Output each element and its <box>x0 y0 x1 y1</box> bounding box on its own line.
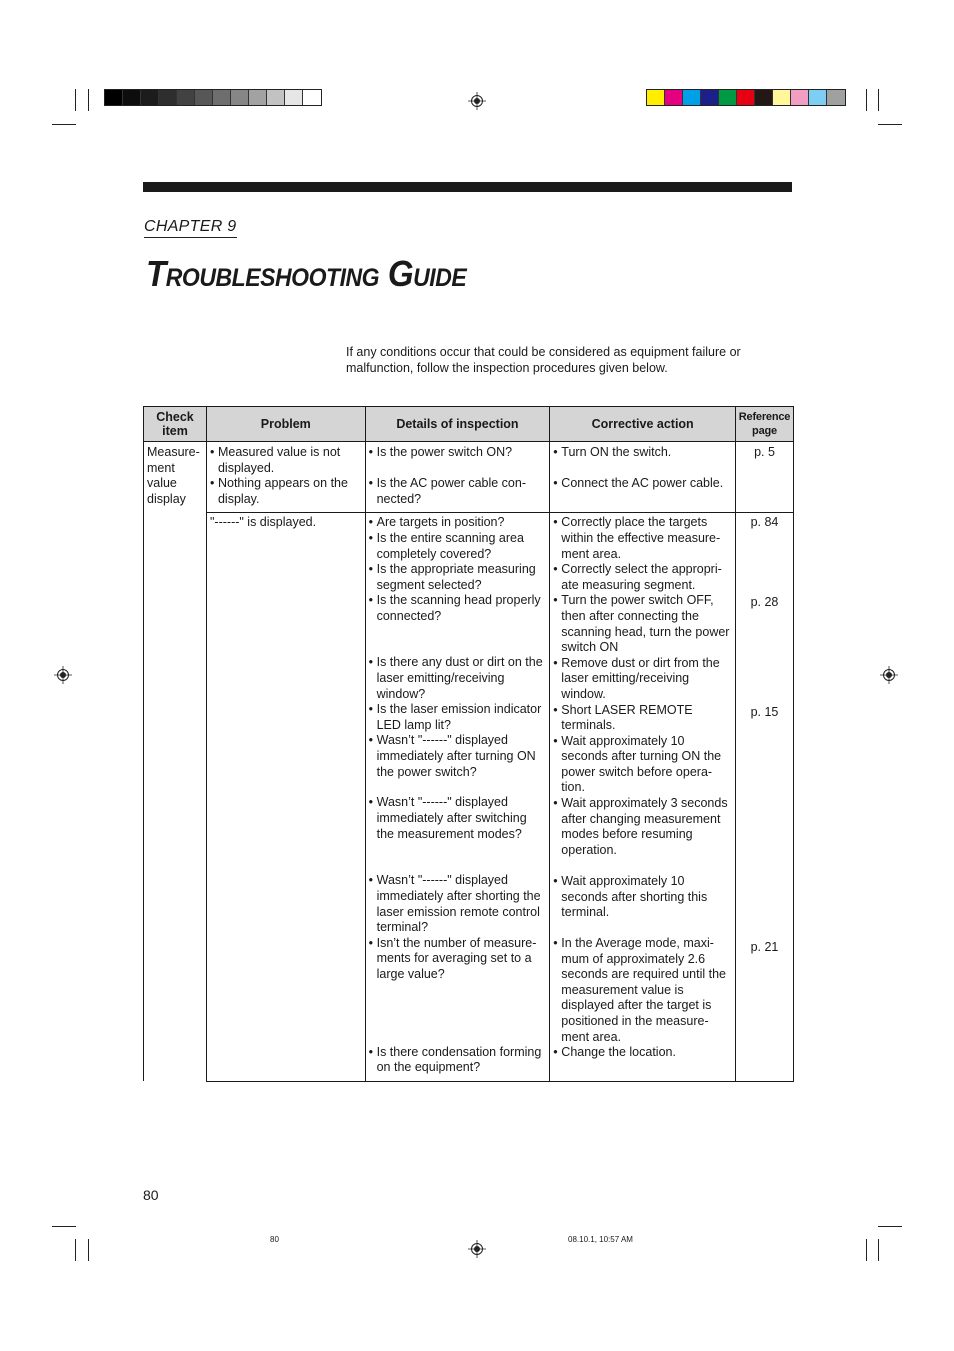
detail-item: • Is there any dust or dirt on the laser emitting/receiving window? <box>369 655 547 702</box>
table-row <box>144 442 794 513</box>
color-swatch <box>773 90 791 105</box>
action-item: • Turn ON the switch. <box>553 445 732 461</box>
table-row <box>144 513 794 1082</box>
detail-item: • Is the power switch ON? <box>369 445 547 461</box>
header-check-item: Check item <box>144 407 207 442</box>
gray-swatch <box>267 90 285 105</box>
problem-item: "------" is displayed. <box>209 515 317 530</box>
gray-color-bar <box>104 89 322 106</box>
problem-cell <box>206 513 365 1082</box>
gray-swatch <box>123 90 141 105</box>
action-item: • Remove dust or dirt from the laser emitting/receiving window. <box>553 656 732 703</box>
detail-item: • Wasn’t "------" displayed immediately after turning ON the power switch? <box>369 733 547 795</box>
detail-item: • Are targets in position? <box>369 515 547 531</box>
gray-swatch <box>177 90 195 105</box>
action-item: • Wait approximately 10 seconds after shorting this terminal. <box>553 874 732 936</box>
gray-swatch <box>303 90 321 105</box>
gray-swatch <box>195 90 213 105</box>
registration-mark-bottom-icon <box>468 1240 486 1258</box>
intro-paragraph: If any conditions occur that could be considered as equipment failure or malfunction, follow the inspection procedures given below. <box>346 345 741 375</box>
action-item: • Correctly select the appropri-ate measuring segment. <box>553 562 732 593</box>
color-swatch <box>791 90 809 105</box>
color-swatch <box>701 90 719 105</box>
reference-cell <box>735 442 793 513</box>
page-title: Troubleshooting Guide <box>146 253 467 294</box>
reference-cell <box>735 513 793 1082</box>
check-item-text: Measure- ment value display <box>147 445 200 506</box>
slug-timestamp: 08.10.1, 10:57 AM <box>568 1235 633 1244</box>
action-item: • Change the location. <box>553 1045 732 1061</box>
detail-item: • Is the laser emission indicator LED lamp lit? <box>369 702 547 733</box>
header-corrective-action: Corrective action <box>550 407 736 442</box>
color-swatch <box>737 90 755 105</box>
action-item: • Wait approximately 10 seconds after turning ON the power switch before opera-tion. <box>553 734 732 796</box>
color-swatch <box>755 90 773 105</box>
action-item: • Connect the AC power cable. <box>553 476 732 492</box>
action-item: • Wait approximately 3 seconds after changing measurement modes before resuming operation. <box>553 796 732 874</box>
page-number: 80 <box>143 1187 159 1203</box>
header-problem: Problem <box>206 407 365 442</box>
details-cell <box>365 442 550 513</box>
action-item: • Short LASER REMOTE terminals. <box>553 703 732 734</box>
gray-swatch <box>159 90 177 105</box>
reference-page: p. 84 <box>750 515 779 530</box>
reference-page: p. 15 <box>750 705 779 720</box>
reference-page: p. 28 <box>750 595 779 610</box>
problem-cell <box>206 442 365 513</box>
reference-page: p. 5 <box>754 445 775 459</box>
slug-page-number: 80 <box>270 1235 279 1244</box>
chapter-label: CHAPTER 9 <box>144 218 237 238</box>
detail-item: • Is there condensation forming on the equipment? <box>369 1045 547 1076</box>
color-swatch <box>809 90 827 105</box>
troubleshooting-table <box>143 406 794 1082</box>
color-swatch <box>719 90 737 105</box>
gray-swatch <box>141 90 159 105</box>
detail-item: • Is the entire scanning area completely covered? <box>369 531 547 562</box>
header-rule <box>143 182 792 192</box>
header-details: Details of inspection <box>365 407 550 442</box>
detail-item: • Is the appropriate measuring segment selected? <box>369 562 547 593</box>
color-swatch <box>827 90 845 105</box>
action-cell <box>550 513 736 1082</box>
header-reference-page: Reference page <box>735 407 793 442</box>
detail-item: • Wasn’t "------" displayed immediately after switching the measurement modes? <box>369 795 547 873</box>
problem-item: • Measured value is not displayed. <box>210 445 362 476</box>
registration-mark-left-icon <box>54 666 72 684</box>
action-item: • In the Average mode, maxi-mum of approximately 2.6 seconds are required until the measurement value is displayed after the target is positioned in the measure-ment area. <box>553 936 732 1045</box>
detail-item: • Isn’t the number of measure-ments for averaging set to a large value? <box>369 936 547 1045</box>
gray-swatch <box>285 90 303 105</box>
color-swatch <box>647 90 665 105</box>
action-cell <box>550 442 736 513</box>
detail-item: • Wasn’t "------" displayed immediately after shorting the laser emission remote control terminal? <box>369 873 547 935</box>
reference-page: p. 21 <box>750 940 779 955</box>
gray-swatch <box>231 90 249 105</box>
gray-swatch <box>249 90 267 105</box>
registration-mark-top-icon <box>468 92 486 110</box>
gray-swatch <box>213 90 231 105</box>
details-cell <box>365 513 550 1082</box>
gray-swatch <box>105 90 123 105</box>
registration-mark-right-icon <box>880 666 898 684</box>
color-swatch <box>665 90 683 105</box>
action-item: • Correctly place the targets within the effective measure-ment area. <box>553 515 732 562</box>
problem-item: • Nothing appears on the display. <box>210 476 362 507</box>
check-item-cell <box>144 442 207 1082</box>
process-color-bar <box>646 89 846 106</box>
detail-item: • Is the scanning head properly connected? <box>369 593 547 624</box>
action-item: • Turn the power switch OFF, then after connecting the scanning head, turn the power switch ON <box>553 593 732 655</box>
color-swatch <box>683 90 701 105</box>
detail-item: • Is the AC power cable con-nected? <box>369 476 547 507</box>
table-header-row <box>144 407 794 442</box>
